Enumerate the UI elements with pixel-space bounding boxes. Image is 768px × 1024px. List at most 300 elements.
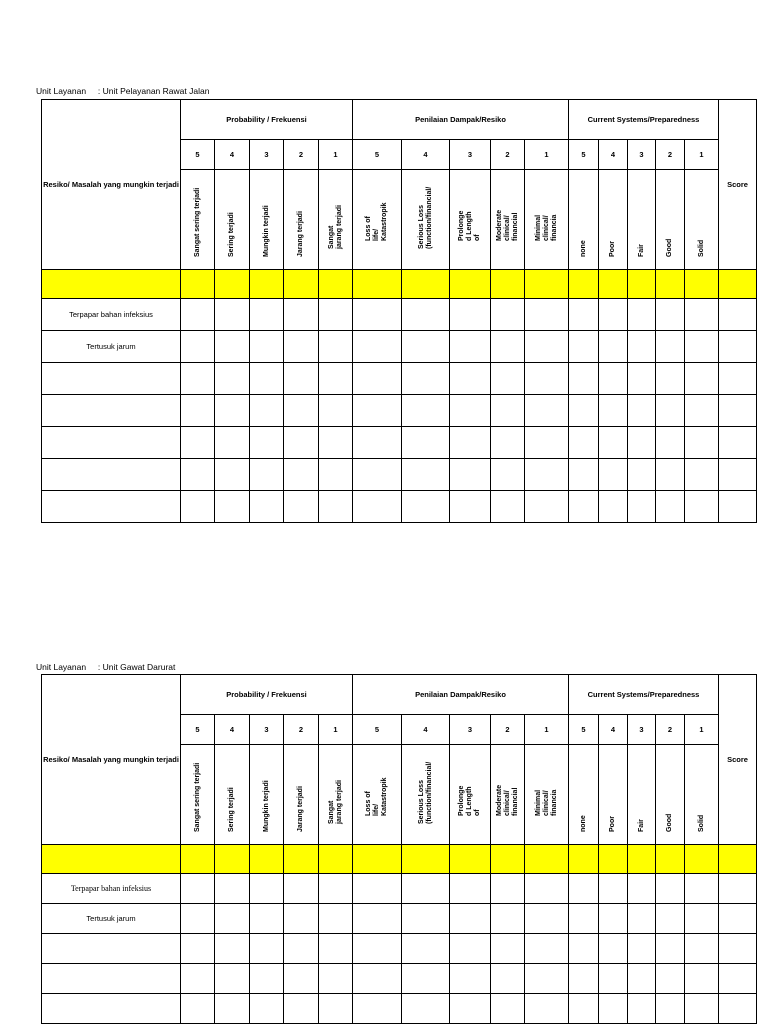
score-cell[interactable] <box>628 964 656 994</box>
impact-label: Loss of life/ Katastropik <box>365 202 388 241</box>
score-cell[interactable] <box>402 427 450 459</box>
score-cell[interactable] <box>569 491 599 523</box>
prob-num: 3 <box>250 715 284 745</box>
score-cell[interactable] <box>353 964 402 994</box>
score-cell[interactable] <box>569 934 599 964</box>
score-cell[interactable] <box>599 299 628 331</box>
score-cell[interactable] <box>491 874 525 904</box>
impact-label-cell <box>491 170 525 270</box>
score-cell[interactable] <box>599 904 628 934</box>
impact-label: Loss of life/ Katastropik <box>365 777 388 816</box>
impact-label-cell <box>525 170 569 270</box>
score-cell[interactable] <box>656 331 685 363</box>
score-cell[interactable] <box>319 934 353 964</box>
score-cell[interactable] <box>569 904 599 934</box>
score-cell[interactable] <box>719 331 757 363</box>
prob-label: Sangat sering terjadi <box>193 187 201 257</box>
score-header: Score <box>719 100 757 270</box>
score-cell[interactable] <box>319 299 353 331</box>
score-cell[interactable] <box>685 459 719 491</box>
score-cell[interactable] <box>319 395 353 427</box>
risk-item: Tertusuk jarum <box>42 331 181 363</box>
score-cell[interactable] <box>215 331 250 363</box>
score-cell[interactable] <box>284 904 319 934</box>
impact-label-cell <box>450 745 491 845</box>
score-cell[interactable] <box>250 964 284 994</box>
score-cell[interactable] <box>284 427 319 459</box>
score-cell[interactable] <box>284 363 319 395</box>
score-cell[interactable] <box>450 299 491 331</box>
score-cell[interactable] <box>284 934 319 964</box>
systems-label-cell <box>569 170 599 270</box>
systems-label-cell <box>599 745 628 845</box>
unit-label: Unit Layanan <box>36 662 87 672</box>
score-cell[interactable] <box>450 964 491 994</box>
score-cell[interactable] <box>402 904 450 934</box>
impact-label: Prolonge d Length of <box>458 785 481 816</box>
score-cell[interactable] <box>319 964 353 994</box>
impact-label: Serious Loss (function/financial/ <box>417 186 433 249</box>
score-cell[interactable] <box>450 395 491 427</box>
score-cell[interactable] <box>353 934 402 964</box>
systems-label: none <box>579 815 587 832</box>
systems-label: Solid <box>697 239 705 257</box>
unit-line-1 <box>36 86 209 96</box>
score-cell[interactable] <box>353 331 402 363</box>
risk-item <box>42 994 181 1024</box>
prob-num: 1 <box>319 140 353 170</box>
impact-num: 2 <box>491 140 525 170</box>
table-row <box>42 874 757 904</box>
score-cell[interactable] <box>319 491 353 523</box>
score-cell[interactable] <box>450 934 491 964</box>
score-cell[interactable] <box>569 331 599 363</box>
score-cell[interactable] <box>656 904 685 934</box>
systems-label-cell <box>685 745 719 845</box>
score-cell[interactable] <box>284 459 319 491</box>
score-cell[interactable] <box>450 491 491 523</box>
score-cell[interactable] <box>402 994 450 1024</box>
score-cell[interactable] <box>319 904 353 934</box>
impact-num: 1 <box>525 140 569 170</box>
score-cell[interactable] <box>353 395 402 427</box>
score-cell[interactable] <box>353 299 402 331</box>
impact-num: 4 <box>402 715 450 745</box>
score-cell[interactable] <box>181 299 215 331</box>
score-cell[interactable] <box>284 874 319 904</box>
unit-value: : Unit Gawat Darurat <box>97 662 176 672</box>
score-cell[interactable] <box>215 427 250 459</box>
score-cell[interactable] <box>599 331 628 363</box>
score-cell[interactable] <box>656 299 685 331</box>
score-cell[interactable] <box>685 964 719 994</box>
score-cell[interactable] <box>450 874 491 904</box>
score-cell[interactable] <box>402 491 450 523</box>
systems-label-cell <box>599 170 628 270</box>
prob-num: 1 <box>319 715 353 745</box>
score-cell[interactable] <box>450 427 491 459</box>
score-cell[interactable] <box>450 459 491 491</box>
prob-label-cell <box>215 170 250 270</box>
prob-label: Sangat jarang terjadi <box>327 780 343 824</box>
score-cell[interactable] <box>319 427 353 459</box>
score-cell[interactable] <box>685 874 719 904</box>
systems-num: 4 <box>599 140 628 170</box>
score-cell[interactable] <box>215 395 250 427</box>
score-cell[interactable] <box>685 299 719 331</box>
score-cell[interactable] <box>685 994 719 1024</box>
score-cell[interactable] <box>353 904 402 934</box>
score-cell[interactable] <box>599 874 628 904</box>
systems-num: 3 <box>628 140 656 170</box>
prob-label: Sering terjadi <box>228 212 235 257</box>
score-cell[interactable] <box>719 427 757 459</box>
score-cell[interactable] <box>628 395 656 427</box>
score-cell[interactable] <box>250 491 284 523</box>
score-cell[interactable] <box>250 427 284 459</box>
impact-num: 4 <box>402 140 450 170</box>
score-cell[interactable] <box>215 934 250 964</box>
score-cell[interactable] <box>685 363 719 395</box>
table-row <box>42 331 757 363</box>
score-cell[interactable] <box>525 331 569 363</box>
score-cell[interactable] <box>402 934 450 964</box>
impact-label-cell <box>402 745 450 845</box>
unit-line-2 <box>36 662 175 672</box>
systems-num: 2 <box>656 140 685 170</box>
prob-num: 5 <box>181 715 215 745</box>
score-cell[interactable] <box>719 874 757 904</box>
score-cell[interactable] <box>525 395 569 427</box>
score-cell[interactable] <box>353 994 402 1024</box>
risk-header: Resiko/ Masalah yang mungkin terjadi <box>42 100 181 270</box>
score-cell[interactable] <box>181 459 215 491</box>
score-cell[interactable] <box>599 395 628 427</box>
score-cell[interactable] <box>215 964 250 994</box>
systems-label-cell <box>685 170 719 270</box>
score-cell[interactable] <box>284 331 319 363</box>
score-cell[interactable] <box>656 934 685 964</box>
score-cell[interactable] <box>656 459 685 491</box>
score-cell[interactable] <box>628 299 656 331</box>
systems-label: Fair <box>637 244 645 257</box>
score-cell[interactable] <box>719 299 757 331</box>
score-cell[interactable] <box>491 904 525 934</box>
score-cell[interactable] <box>491 363 525 395</box>
risk-item <box>42 934 181 964</box>
systems-label-cell <box>656 745 685 845</box>
score-cell[interactable] <box>450 331 491 363</box>
prob-label: Jarang terjadi <box>297 786 304 832</box>
score-cell[interactable] <box>599 459 628 491</box>
score-cell[interactable] <box>569 395 599 427</box>
score-cell[interactable] <box>250 299 284 331</box>
score-cell[interactable] <box>491 459 525 491</box>
highlight-row <box>42 270 757 299</box>
score-cell[interactable] <box>656 363 685 395</box>
score-cell[interactable] <box>599 491 628 523</box>
systems-header: Current Systems/Preparedness <box>569 100 719 140</box>
score-cell[interactable] <box>525 491 569 523</box>
highlight-row <box>42 845 757 874</box>
score-cell[interactable] <box>181 427 215 459</box>
score-cell[interactable] <box>685 331 719 363</box>
score-cell[interactable] <box>181 331 215 363</box>
systems-label: Poor <box>609 241 616 257</box>
score-cell[interactable] <box>215 299 250 331</box>
score-cell[interactable] <box>181 363 215 395</box>
score-cell[interactable] <box>525 964 569 994</box>
score-cell[interactable] <box>599 363 628 395</box>
score-cell[interactable] <box>569 994 599 1024</box>
impact-num: 3 <box>450 715 491 745</box>
score-cell[interactable] <box>628 459 656 491</box>
score-cell[interactable] <box>628 934 656 964</box>
impact-label: Minimal clinical/ financia <box>534 789 558 816</box>
score-cell[interactable] <box>491 491 525 523</box>
risk-table-1 <box>41 99 757 523</box>
score-cell[interactable] <box>284 299 319 331</box>
score-cell[interactable] <box>353 459 402 491</box>
score-cell[interactable] <box>284 491 319 523</box>
score-cell[interactable] <box>569 363 599 395</box>
risk-item: Terpapar bahan infeksius <box>42 874 181 904</box>
score-cell[interactable] <box>402 874 450 904</box>
systems-label: Good <box>666 813 673 832</box>
score-cell[interactable] <box>215 994 250 1024</box>
table-row <box>42 395 757 427</box>
systems-label: Fair <box>637 819 645 832</box>
score-cell[interactable] <box>402 459 450 491</box>
risk-item: Tertusuk jarum <box>42 904 181 934</box>
prob-label-cell <box>319 170 353 270</box>
prob-label-cell <box>250 170 284 270</box>
table-row <box>42 299 757 331</box>
systems-header: Current Systems/Preparedness <box>569 675 719 715</box>
table-row <box>42 427 757 459</box>
score-cell[interactable] <box>215 459 250 491</box>
systems-num: 5 <box>569 140 599 170</box>
score-cell[interactable] <box>628 427 656 459</box>
score-cell[interactable] <box>569 964 599 994</box>
score-cell[interactable] <box>525 427 569 459</box>
score-cell[interactable] <box>491 934 525 964</box>
impact-label-cell <box>353 745 402 845</box>
table-row <box>42 491 757 523</box>
score-cell[interactable] <box>525 904 569 934</box>
score-cell[interactable] <box>525 874 569 904</box>
impact-header: Penilaian Dampak/Resiko <box>353 675 569 715</box>
score-cell[interactable] <box>491 395 525 427</box>
score-cell[interactable] <box>450 994 491 1024</box>
score-cell[interactable] <box>491 299 525 331</box>
score-cell[interactable] <box>319 874 353 904</box>
table-1-body <box>42 299 757 523</box>
score-cell[interactable] <box>181 491 215 523</box>
score-cell[interactable] <box>685 491 719 523</box>
score-cell[interactable] <box>353 427 402 459</box>
table-row <box>42 994 757 1024</box>
probability-header: Probability / Frekuensi <box>181 675 353 715</box>
score-cell[interactable] <box>284 395 319 427</box>
score-cell[interactable] <box>685 395 719 427</box>
score-cell[interactable] <box>569 299 599 331</box>
score-cell[interactable] <box>353 874 402 904</box>
score-cell[interactable] <box>450 363 491 395</box>
score-cell[interactable] <box>525 459 569 491</box>
score-cell[interactable] <box>685 427 719 459</box>
score-cell[interactable] <box>599 964 628 994</box>
score-cell[interactable] <box>250 904 284 934</box>
score-cell[interactable] <box>685 904 719 934</box>
score-cell[interactable] <box>656 964 685 994</box>
score-cell[interactable] <box>491 427 525 459</box>
table-row <box>42 964 757 994</box>
prob-label-cell <box>250 745 284 845</box>
score-cell[interactable] <box>599 934 628 964</box>
probability-header: Probability / Frekuensi <box>181 100 353 140</box>
score-cell[interactable] <box>319 331 353 363</box>
risk-item <box>42 427 181 459</box>
score-cell[interactable] <box>719 904 757 934</box>
prob-num: 5 <box>181 140 215 170</box>
impact-header: Penilaian Dampak/Resiko <box>353 100 569 140</box>
score-cell[interactable] <box>402 363 450 395</box>
score-cell[interactable] <box>181 994 215 1024</box>
score-cell[interactable] <box>628 994 656 1024</box>
score-cell[interactable] <box>656 994 685 1024</box>
impact-num: 2 <box>491 715 525 745</box>
score-cell[interactable] <box>250 994 284 1024</box>
score-cell[interactable] <box>628 491 656 523</box>
score-cell[interactable] <box>215 363 250 395</box>
score-cell[interactable] <box>250 459 284 491</box>
impact-label: Prolonge d Length of <box>458 210 481 241</box>
score-cell[interactable] <box>250 363 284 395</box>
systems-label-cell <box>628 745 656 845</box>
impact-label-cell <box>491 745 525 845</box>
score-cell[interactable] <box>181 964 215 994</box>
impact-label: Moderate clinical/ financial <box>495 209 519 241</box>
score-cell[interactable] <box>402 331 450 363</box>
score-cell[interactable] <box>250 874 284 904</box>
score-cell[interactable] <box>491 331 525 363</box>
score-cell[interactable] <box>719 395 757 427</box>
score-cell[interactable] <box>599 427 628 459</box>
prob-num: 2 <box>284 140 319 170</box>
score-cell[interactable] <box>719 934 757 964</box>
systems-num: 1 <box>685 715 719 745</box>
score-cell[interactable] <box>569 874 599 904</box>
score-cell[interactable] <box>719 491 757 523</box>
table-2-body <box>42 874 757 1024</box>
score-cell[interactable] <box>215 904 250 934</box>
score-cell[interactable] <box>353 491 402 523</box>
risk-header: Resiko/ Masalah yang mungkin terjadi <box>42 675 181 845</box>
score-cell[interactable] <box>319 459 353 491</box>
score-header: Score <box>719 675 757 845</box>
score-cell[interactable] <box>215 874 250 904</box>
score-cell[interactable] <box>719 363 757 395</box>
score-cell[interactable] <box>628 874 656 904</box>
score-cell[interactable] <box>319 363 353 395</box>
systems-num: 4 <box>599 715 628 745</box>
score-cell[interactable] <box>628 331 656 363</box>
score-cell[interactable] <box>402 299 450 331</box>
score-cell[interactable] <box>685 934 719 964</box>
score-cell[interactable] <box>656 491 685 523</box>
score-cell[interactable] <box>525 299 569 331</box>
systems-num: 1 <box>685 140 719 170</box>
unit-value: : Unit Pelayanan Rawat Jalan <box>97 86 210 96</box>
systems-label: Solid <box>697 814 705 832</box>
prob-label-cell <box>215 745 250 845</box>
prob-label: Mungkin terjadi <box>262 205 270 257</box>
score-cell[interactable] <box>450 904 491 934</box>
score-cell[interactable] <box>402 395 450 427</box>
score-cell[interactable] <box>181 395 215 427</box>
prob-label: Sering terjadi <box>228 787 235 832</box>
score-cell[interactable] <box>656 427 685 459</box>
prob-num: 4 <box>215 140 250 170</box>
systems-label-cell <box>628 170 656 270</box>
table-row <box>42 904 757 934</box>
score-cell[interactable] <box>569 427 599 459</box>
score-cell[interactable] <box>656 874 685 904</box>
score-cell[interactable] <box>353 363 402 395</box>
score-cell[interactable] <box>491 964 525 994</box>
table-row <box>42 363 757 395</box>
score-cell[interactable] <box>719 964 757 994</box>
score-cell[interactable] <box>656 395 685 427</box>
score-cell[interactable] <box>250 934 284 964</box>
score-cell[interactable] <box>525 994 569 1024</box>
score-cell[interactable] <box>599 994 628 1024</box>
score-cell[interactable] <box>284 964 319 994</box>
unit-label: Unit Layanan <box>36 86 87 96</box>
score-cell[interactable] <box>250 395 284 427</box>
score-cell[interactable] <box>319 994 353 1024</box>
score-cell[interactable] <box>215 491 250 523</box>
risk-table-2 <box>41 674 757 1024</box>
score-cell[interactable] <box>181 934 215 964</box>
score-cell[interactable] <box>491 994 525 1024</box>
systems-num: 5 <box>569 715 599 745</box>
impact-label-cell <box>353 170 402 270</box>
impact-label-cell <box>450 170 491 270</box>
score-cell[interactable] <box>525 934 569 964</box>
score-cell[interactable] <box>250 331 284 363</box>
score-cell[interactable] <box>525 363 569 395</box>
prob-label-cell <box>319 745 353 845</box>
impact-label-cell <box>525 745 569 845</box>
score-cell[interactable] <box>402 964 450 994</box>
score-cell[interactable] <box>284 994 319 1024</box>
score-cell[interactable] <box>569 459 599 491</box>
score-cell[interactable] <box>628 363 656 395</box>
score-cell[interactable] <box>181 874 215 904</box>
prob-label: Sangat sering terjadi <box>193 762 201 832</box>
score-cell[interactable] <box>628 904 656 934</box>
score-cell[interactable] <box>719 459 757 491</box>
impact-num: 5 <box>353 140 402 170</box>
score-cell[interactable] <box>719 994 757 1024</box>
risk-item: Terpapar bahan infeksius <box>42 299 181 331</box>
impact-num: 3 <box>450 140 491 170</box>
score-cell[interactable] <box>181 904 215 934</box>
systems-num: 3 <box>628 715 656 745</box>
risk-item <box>42 395 181 427</box>
